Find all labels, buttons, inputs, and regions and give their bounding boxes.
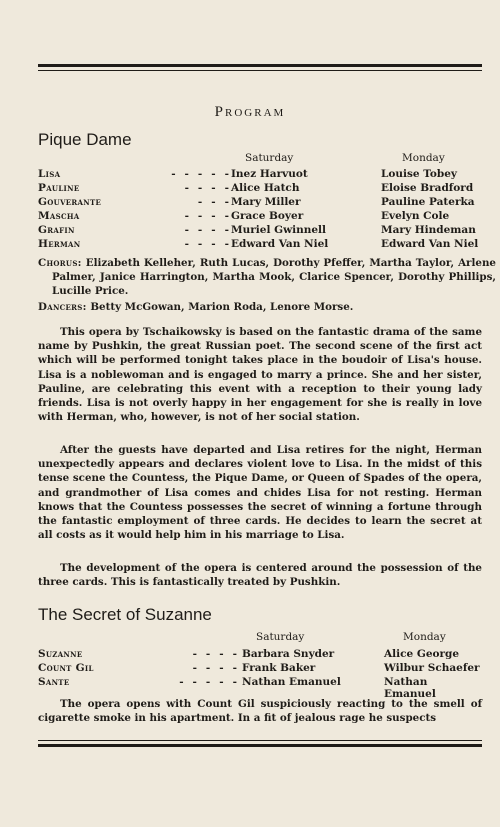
cast-row <box>38 676 482 700</box>
leader-dashes: ---- <box>184 210 238 222</box>
role-name: Gouverante <box>38 196 102 208</box>
role-name: Suzanne <box>38 648 83 660</box>
cast-row <box>38 210 482 224</box>
chorus-label: Chorus: <box>38 257 82 269</box>
role-name: Herman <box>38 238 81 250</box>
monday-singer: Louise Tobey <box>381 168 457 180</box>
saturday-singer: Edward Van Niel <box>231 238 329 250</box>
bottom-rule-thick <box>38 744 482 747</box>
dancers-label: Dancers: <box>38 301 87 313</box>
leader-dashes: ---- <box>184 182 238 194</box>
leader-dashes: --- <box>197 196 238 208</box>
col-head-monday: Monday <box>402 152 445 164</box>
saturday-singer: Inez Harvuot <box>231 168 308 180</box>
leader-dashes: ---- <box>184 238 238 250</box>
chorus-names: Elizabeth Kelleher, Ruth Lucas, Dorothy Pfeffer, Martha Taylor, Arlene Palmer, Janice Harrington, Martha Mook, Clarice Spencer, Dorothy Phillips, Lucille Price. <box>52 257 496 298</box>
leader-dashes: ---- <box>192 648 246 660</box>
opera-title-pique-dame: Pique Dame <box>38 130 132 149</box>
cast-row <box>38 168 482 182</box>
top-rule-thin <box>38 70 482 71</box>
saturday-singer: Frank Baker <box>242 662 316 674</box>
monday-singer: Pauline Paterka <box>381 196 475 208</box>
saturday-singer: Barbara Snyder <box>242 648 335 660</box>
saturday-singer: Alice Hatch <box>231 182 300 194</box>
col-head-saturday: Saturday <box>245 152 294 164</box>
cast-row <box>38 648 482 662</box>
monday-singer: Alice George <box>384 648 460 660</box>
role-name: Count Gil <box>38 662 94 674</box>
col-head-monday: Monday <box>403 631 446 643</box>
synopsis-paragraph: This opera by Tschaikowsky is based on the fantastic drama of the same name by Pushkin, the great Russian poet. The second scene of the first act which will be performed tonight takes place in the boudoir of Lisa's house. Lisa is a noblewoman and is engaged to marry a prince. She and her sister, Pauline, are celebrating this event with a reception to their young lady friends. Lisa is not overly happy in her engagement for she is really in love with Herman, who, however, is not of her social station. <box>38 326 482 424</box>
top-rule-thick <box>38 64 482 67</box>
monday-singer: Edward Van Niel <box>381 238 479 250</box>
col-head-saturday: Saturday <box>256 631 305 643</box>
leader-dashes: ----- <box>179 676 246 688</box>
role-name: Lisa <box>38 168 61 180</box>
monday-singer: Nathan Emanuel <box>384 676 436 700</box>
cast-row <box>38 662 482 676</box>
cast-row <box>38 238 482 252</box>
cast-row <box>38 224 482 238</box>
leader-dashes: ----- <box>171 168 238 180</box>
leader-dashes: ---- <box>192 662 246 674</box>
saturday-singer: Muriel Gwinnell <box>231 224 327 236</box>
saturday-singer: Grace Boyer <box>231 210 304 222</box>
page-title: Program <box>214 104 286 120</box>
leader-dashes: ---- <box>184 224 238 236</box>
chorus-credits <box>38 256 496 299</box>
monday-singer: Mary Hindeman <box>381 224 476 236</box>
role-name: Pauline <box>38 182 80 194</box>
saturday-singer: Mary Miller <box>231 196 301 208</box>
role-name: Mascha <box>38 210 80 222</box>
cast-row <box>38 182 482 196</box>
dancers-credits <box>38 300 496 314</box>
bottom-rule-thin <box>38 740 482 741</box>
synopsis-paragraph: The opera opens with Count Gil suspiciously reacting to the smell of cigarette smoke in his apartment. In a fit of jealous rage he suspects <box>38 698 482 725</box>
role-name: Sante <box>38 676 70 688</box>
synopsis-paragraph: The development of the opera is centered around the possession of the three cards. This is fantastically treated by Pushkin. <box>38 562 482 589</box>
dancers-names: Betty McGowan, Marion Roda, Lenore Morse. <box>90 301 354 313</box>
monday-singer: Evelyn Cole <box>381 210 450 222</box>
monday-singer: Eloise Bradford <box>381 182 474 194</box>
role-name: Grafin <box>38 224 75 236</box>
saturday-singer: Nathan Emanuel <box>242 676 341 688</box>
synopsis-paragraph: After the guests have departed and Lisa retires for the night, Herman unexpectedly appears and declares violent love to Lisa. In the midst of this tense scene the Countess, the Pique Dame, or Queen of Spades of the opera, and grandmother of Lisa comes and chides Lisa for not resting. Herman knows that the Countess possesses the secret of winning a fortune through the fantastic employment of three cards. He decides to learn the secret at all costs as it would help him in his marriage to Lisa. <box>38 444 482 542</box>
monday-singer: Wilbur Schaefer <box>384 662 480 674</box>
cast-row <box>38 196 482 210</box>
opera-title-secret-of-suzanne: The Secret of Suzanne <box>38 605 212 624</box>
